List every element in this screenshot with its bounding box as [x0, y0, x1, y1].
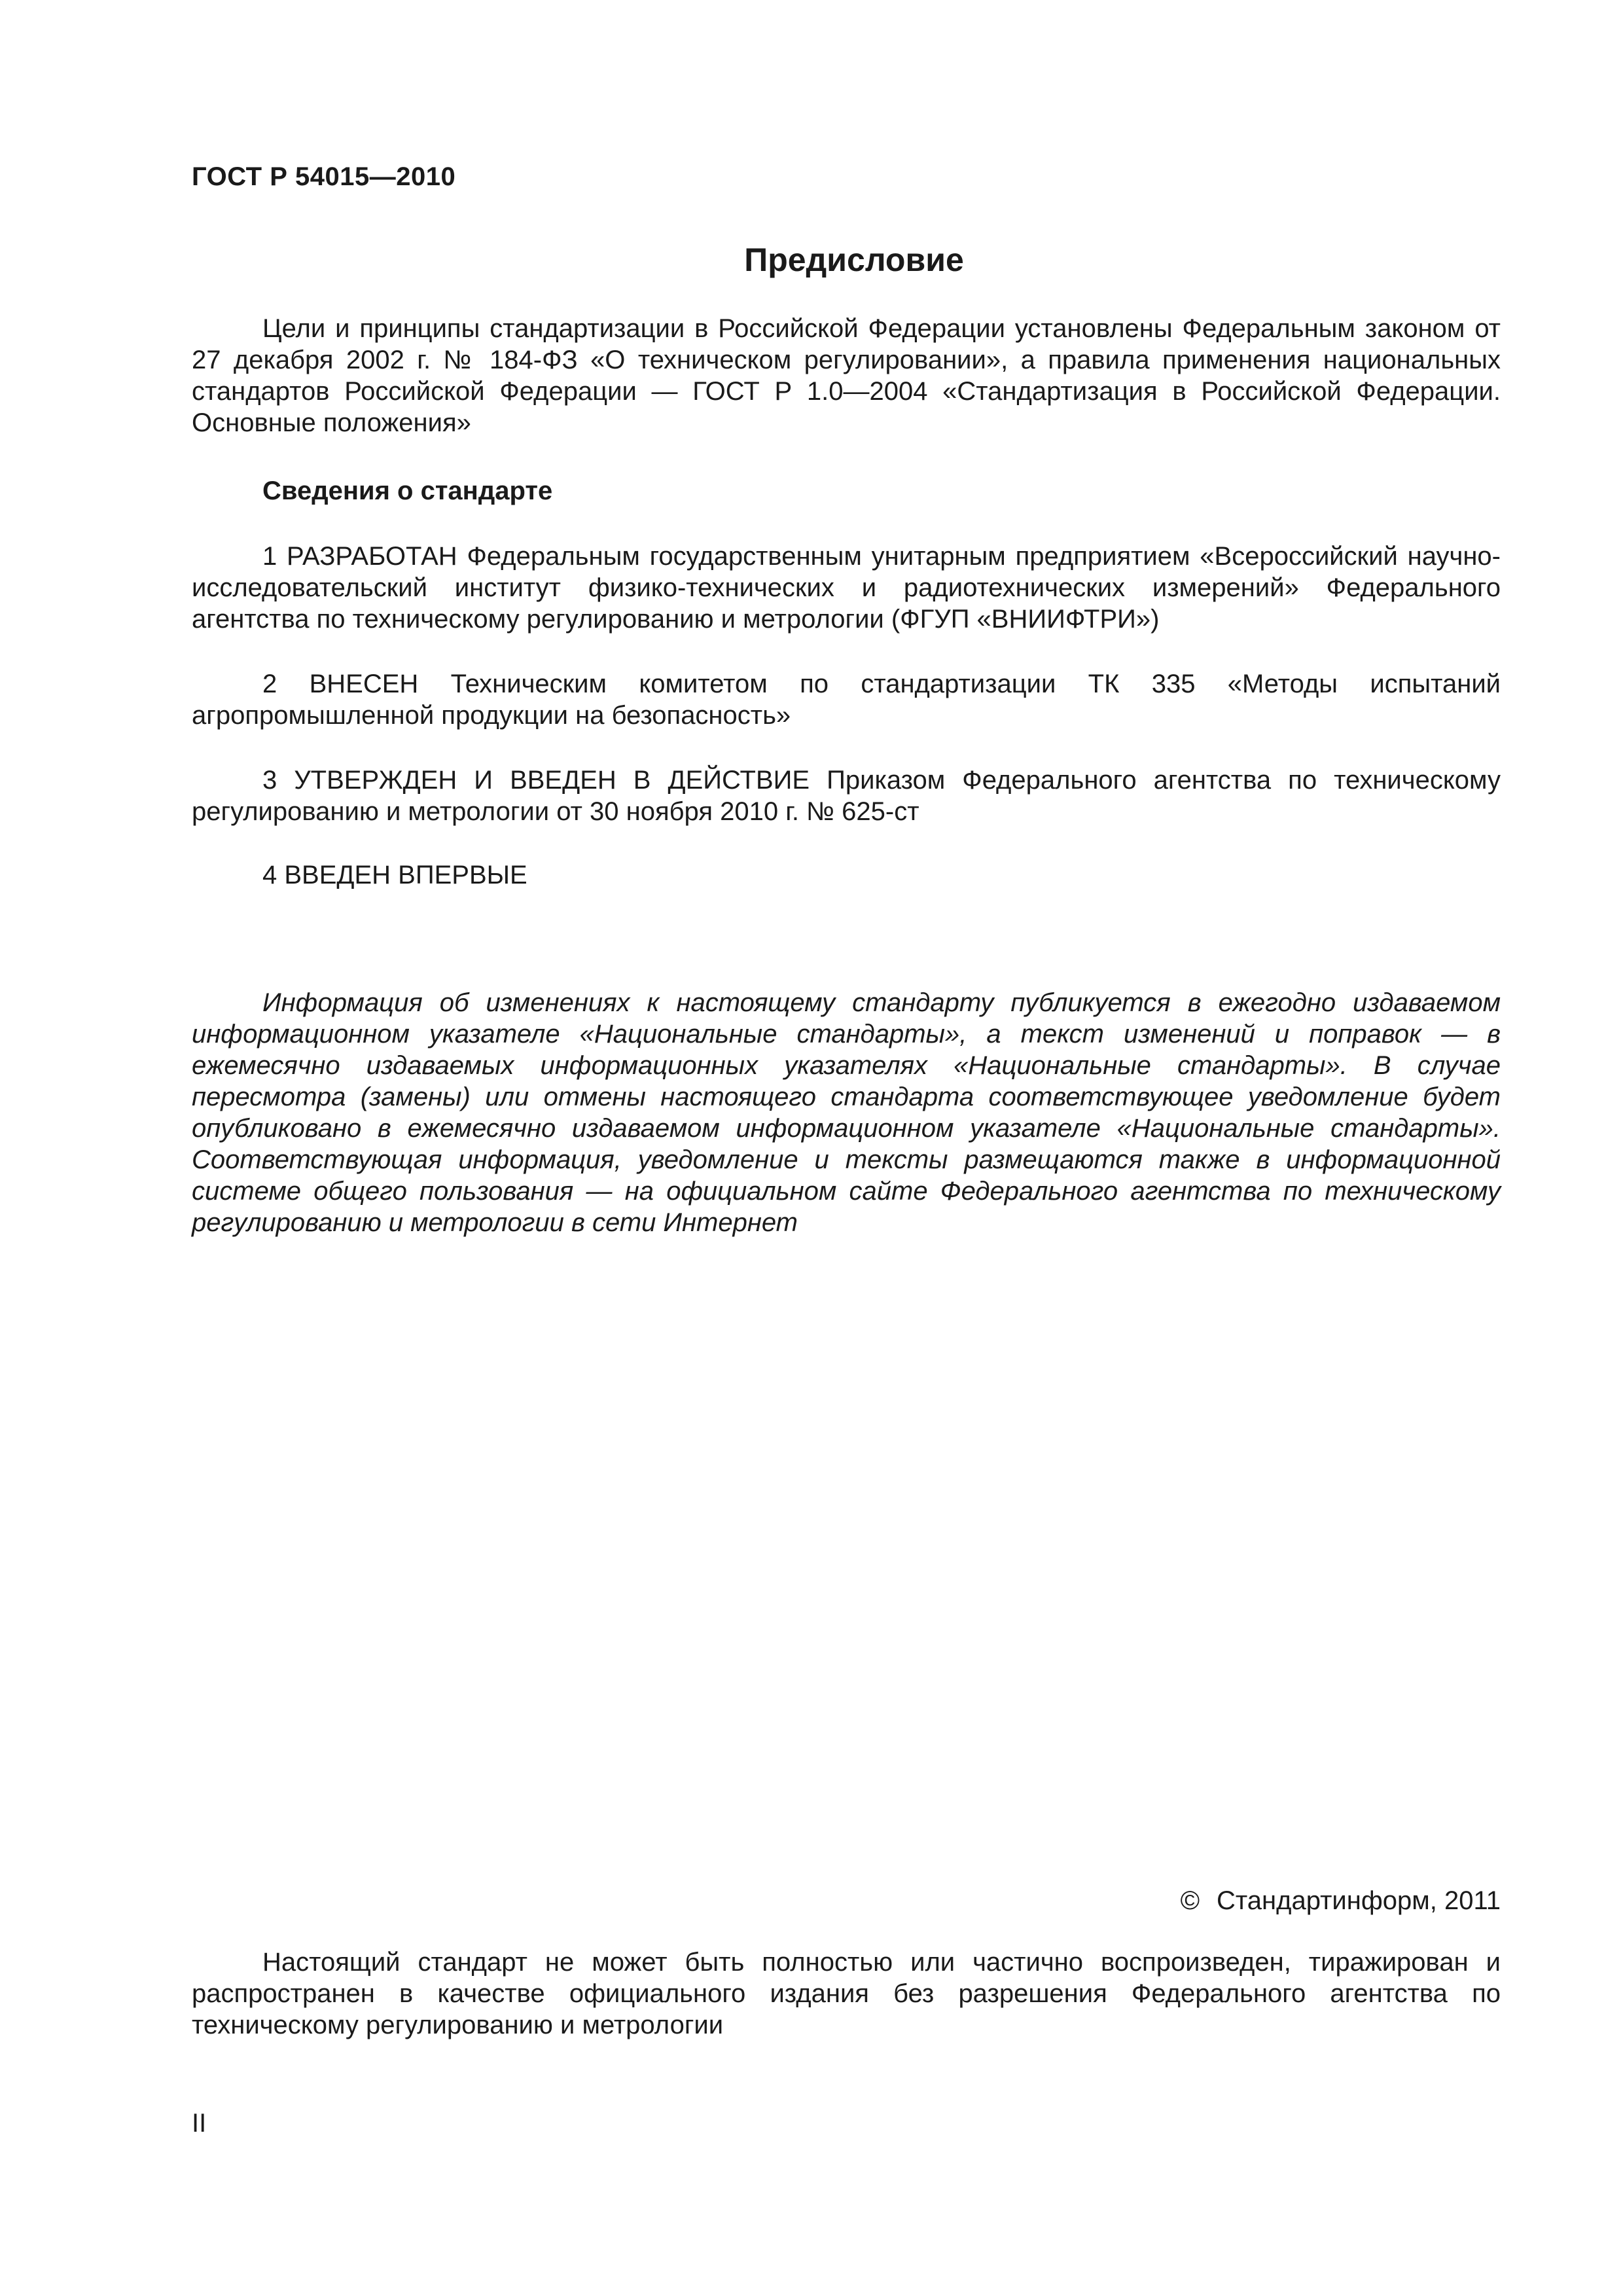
standard-info-item-2: 2 ВНЕСЕН Техническим комитетом по стандартизации ТК 335 «Методы испытаний агропромышленной продукции на безопасность» — [192, 670, 1501, 730]
standard-info-item-3: 3 УТВЕРЖДЕН И ВВЕДЕН В ДЕЙСТВИЕ Приказом Федерального агентства по техническому регулированию и метрологии от 30 ноября 2010 г. № 625-ст — [192, 766, 1501, 826]
copyright-line — [192, 1886, 1501, 1916]
copyright-text: Стандартинформ, 2011 — [1217, 1886, 1501, 1915]
document-code: ГОСТ Р 54015—2010 — [192, 162, 456, 191]
standard-info-heading: Сведения о стандарте — [262, 476, 553, 505]
page-number: II — [192, 2109, 207, 2138]
page-title: Предисловие — [744, 242, 964, 278]
standard-info-item-1: 1 РАЗРАБОТАН Федеральным государственным унитарным предприятием «Всероссийский научно-исследовательский институт физико-технических и радиотехнических измерений» Федерального агентства по техническому регулированию и метрологии (ФГУП «ВНИИФТРИ») — [192, 542, 1501, 634]
changes-notice: Информация об изменениях к настоящему стандарту публикуется в ежегодно издаваемом информационном указателе «Национальные стандарты», а текст изменений и поправок — в ежемесячно издаваемых информационных указателях «Национальные стандарты». В случае пересмотра (замены) или отмены настоящего стандарта соответствующее уведомление будет опубликовано в ежемесячно издаваемом информационном указателе «Национальные стандарты». Соответствующая информация, уведомление и тексты размещаются также в информационной системе общего пользования — на официальном сайте Федерального агентства по техническому регулированию и метрологии в сети Интернет — [192, 988, 1501, 1237]
intro-paragraph: Цели и принципы стандартизации в Российской Федерации установлены Федеральным законом от 27 декабря 2002 г. № 184-ФЗ «О техническом регулировании», а правила применения национальных стандартов Российской Федерации — ГОСТ Р 1.0—2004 «Стандартизация в Российской Федерации. Основные положения» — [192, 314, 1501, 437]
copyright-icon: © — [1180, 1886, 1200, 1915]
reproduction-notice: Настоящий стандарт не может быть полностью или частично воспроизведен, тиражирован и распространен в качестве официального издания без разрешения Федерального агентства по техническому регулированию и метрологии — [192, 1948, 1501, 2039]
standard-info-item-4: 4 ВВЕДЕН ВПЕРВЫЕ — [262, 861, 527, 889]
